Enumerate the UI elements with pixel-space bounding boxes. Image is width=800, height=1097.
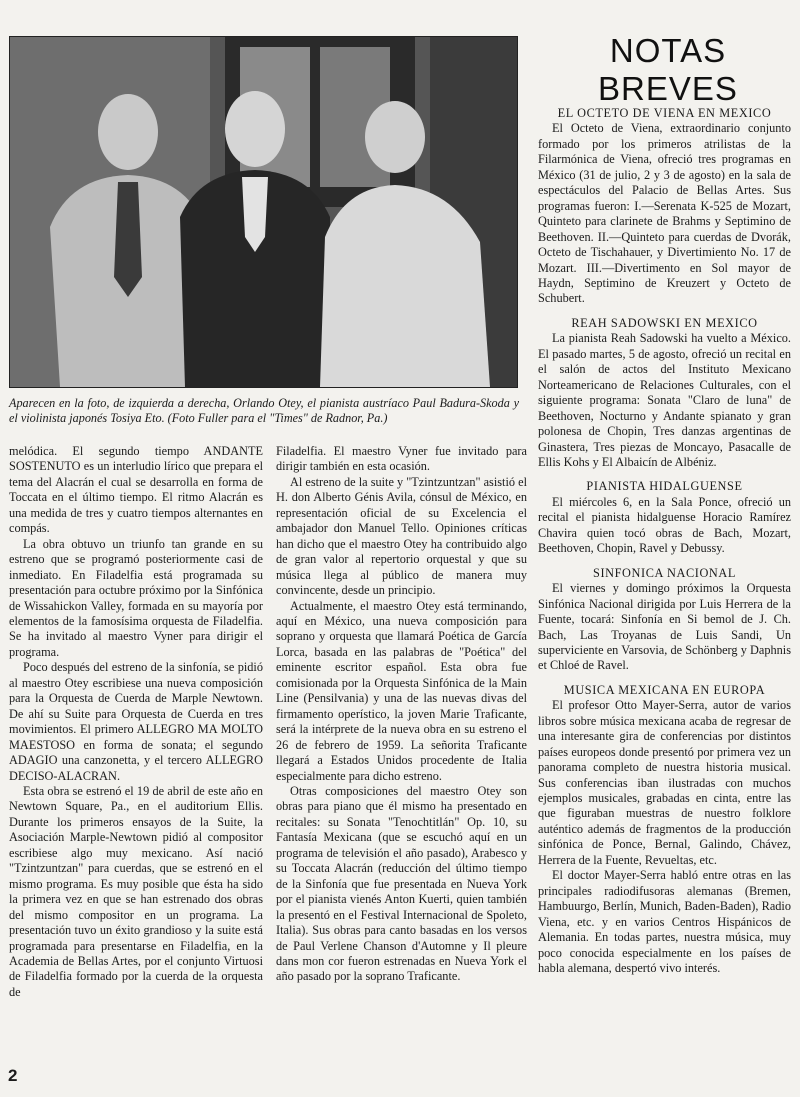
article-paragraph: melódica. El segundo tiempo ANDANTE SOSTENUTO es un interludio lírico que prepara el tema del Alacrán el cual se desarrolla en forma de Toccata en el último tiempo. El ritmo Alacrán es una medida de tres y cuatro tiempos alternantes en compás. <box>9 444 263 536</box>
section-title: SINFONICA NACIONAL <box>593 565 736 580</box>
article-paragraph: Filadelfia. El maestro Vyner fue invitado para dirigir también en esta ocasión. <box>276 444 527 474</box>
section-body: El profesor Otto Mayer-Serra, autor de varios libros sobre música mexicana acaba de regresar de una interesante gira de conferencias por distintos países europeos donde presentó por primera vez un panorama completo de nuestra historia musical. Sus conferencias iban ilustradas con muchos ejemplos musicales, grabadas en cinta, entre las que figuraban muestras de nuestro folklore auténtico además de fragmentos de la producción sinfónica de Ponce, Bernal, Galindo, Chávez, Herrera de la Fuente, Revueltas, etc. <box>538 698 791 867</box>
article-paragraph: Actualmente, el maestro Otey está terminando, aquí en México, una nueva composición para soprano y orquesta que llamará Poética de García Lorca, basada en las palabras de "Poética" del eminente escritor español. Esta obra fue comisionada por la Orquesta Sinfónica de la Main Line (Pensilvania) y una de las nuevas divas del firmamento operístico, la joven Marie Traficante, será la intérprete de la nueva obra en su estreno el 26 de febrero de 1959. La señorita Traficante llegará a Estados Unidos procedente de Italia especialmente para dicho estreno. <box>276 598 527 783</box>
section-body: El Octeto de Viena, extraordinario conjunto formado por los primeros atrilistas de la Filarmónica de Viena, ofreció tres programas en México (31 de julio, 2 y 3 de agosto) en la sala de espectáculos del Palacio de Bellas Artes. Sus programas fueron: I.—Serenata K-525 de Mozart, Quinteto para clarinete de Brahms y Septimino de Beethoven. II.—Quinteto para cuerdas de Dvorák, Octeto de Tischahauer, y Divertimiento No. 17 de Mozart. III.—Divertimento en Sol mayor de Haydn, Septimino de Kreuzert y Octeto de Schubert. <box>538 121 791 306</box>
article-paragraph: La obra obtuvo un triunfo tan grande en su estreno que se programó posteriormente casi de inmediato. En Filadelfia está programada su presentación para octubre próximo por la Sinfónica de Wissahickon Valley, formada en su mayoría por elementos de la famosísima orquesta de Filadelfia. Se ha invitado al maestro Vyner para dirigir el programa. <box>9 536 263 659</box>
section-body: El doctor Mayer-Serra habló entre otras en las principales radiodifusoras alemanas (Bremen, Hambuurgo, Berlín, Munich, Baden-Baden), Radio Viena, etc. y en varios Centros Hispánicos de Alemania. En todas partes, nuestra música, muy poco conocida especialmente en los países de habla alemana, despertó vivo interés. <box>538 868 791 976</box>
article-column-2 <box>276 444 527 985</box>
section-body: El viernes y domingo próximos la Orquesta Sinfónica Nacional dirigida por Luis Herrera de la Fuente, tocará: Sinfonía en Si bemol de J. Ch. Bach, Las Troyanas de Luis Sandi, Un superviciente en Varsovia, de Schönberg y Daphnis et Chloé de Ravel. <box>538 581 791 673</box>
section-body: La pianista Reah Sadowski ha vuelto a México. El pasado martes, 5 de agosto, ofreció un recital en el salón de actos del Instituto Mexicano Norteamericano de Relaciones Culturales, con el siguiente programa: Sonata "Claro de luna" de Beethoven, Nocturno y Andante spianato y gran polonesa de Chopin, Tres danzas argentinas de Ginastera, Tres piezas de Moncayo, Pasacalle de Ellis Kohs y El Albaicín de Albéniz. <box>538 331 791 469</box>
section-title: PIANISTA HIDALGUENSE <box>586 479 743 494</box>
article-paragraph: Poco después del estreno de la sinfonía, se pidió al maestro Otey escribiese una nueva composición para la Orquesta de Cuerda de Marple Newtown. De ahí su Suite para Orquesta de Cuerda en tres movimientos. El primero ALLEGRO MA MOLTO MAESTOSO en forma de sonata; el segundo ADAGIO una canzonetta, y el tercero ALLEGRO DECISO-ALACRAN. <box>9 660 263 783</box>
article-paragraph: Esta obra se estrenó el 19 de abril de este año en Newtown Square, Pa., en el auditorium Ellis. Durante los primeros ensayos de la Suite, la Asociación Marple-Newtown pidió al compositor escribiese algo muy mexicano. Así nació "Tzintzuntzan" para cuerdas, que se estrenó en el mismo programa. Es muy posible que ésta ha sido la primera vez en que se han estrenado dos obras del mismo compositor en un programa. La presentación tuvo un éxito grandioso y la suite está programada para presentarse en Filadelfia, en la Academia de Bellas Artes, por el conjunto Virtuosi de Filadelfia formado por la cuerda de la orquesta de <box>9 783 263 999</box>
section-title: REAH SADOWSKI EN MEXICO <box>571 315 758 330</box>
article-paragraph: Al estreno de la suite y "Tzintzuntzan" asistió el H. don Alberto Génis Avila, cónsul de México, en representación oficial de su Excelencia el ambajador don Manuel Tello. Opiniones críticas han dicho que el maestro Otey ha contribuido algo de gran valor al repertorio orquestal y que su música llega al público de manera muy convincente, desde un principio. <box>276 474 527 598</box>
article-column-1 <box>9 444 263 1000</box>
news-photo <box>9 36 518 388</box>
section-body: El miércoles 6, en la Sala Ponce, ofreció un recital el pianista hidalguense Horacio Ramírez Chavira quien tocó obras de Bach, Mozart, Beethoven, Chopin, Ravel y Debussy. <box>538 494 791 556</box>
article-paragraph: Otras composiciones del maestro Otey son obras para piano que él mismo ha presentado en recitales: su Sonata "Tenochtitlán" Op. 10, su Fantasía Mexicana (que se escuchó aquí en un programa de televisión el año pasado), Arabesco y su Toccata Alacrán (reducción del último tiempo de la Sinfonía que fue presentada en Nueva York por el pianista vienés Anton Kuerti, quien también la presentó en el Festival Internacional de Spoleto, Italia). Sus obras para canto basadas en los versos de Paul Verlene Chanson d'Automne y Il pleure dans mon cor fueron estrenadas en Nueva York el año pasado por la soprano Traficante. <box>276 783 527 984</box>
section-title: MUSICA MEXICANA EN EUROPA <box>563 682 766 697</box>
photo-illustration <box>10 37 517 387</box>
photo-caption: Aparecen en la foto, de izquierda a derecha, Orlando Otey, el pianista austríaco Paul Badura-Skoda y el violinista japonés Tosiya Eto. (Foto Fuller para el "Times" de Radnor, Pa.) <box>9 396 519 425</box>
section-title: EL OCTETO DE VIENA EN MEXICO <box>557 106 772 120</box>
notas-breves-column <box>538 106 791 976</box>
masthead-title: NOTAS BREVES <box>598 32 738 107</box>
page-number: 2 <box>8 1066 18 1085</box>
